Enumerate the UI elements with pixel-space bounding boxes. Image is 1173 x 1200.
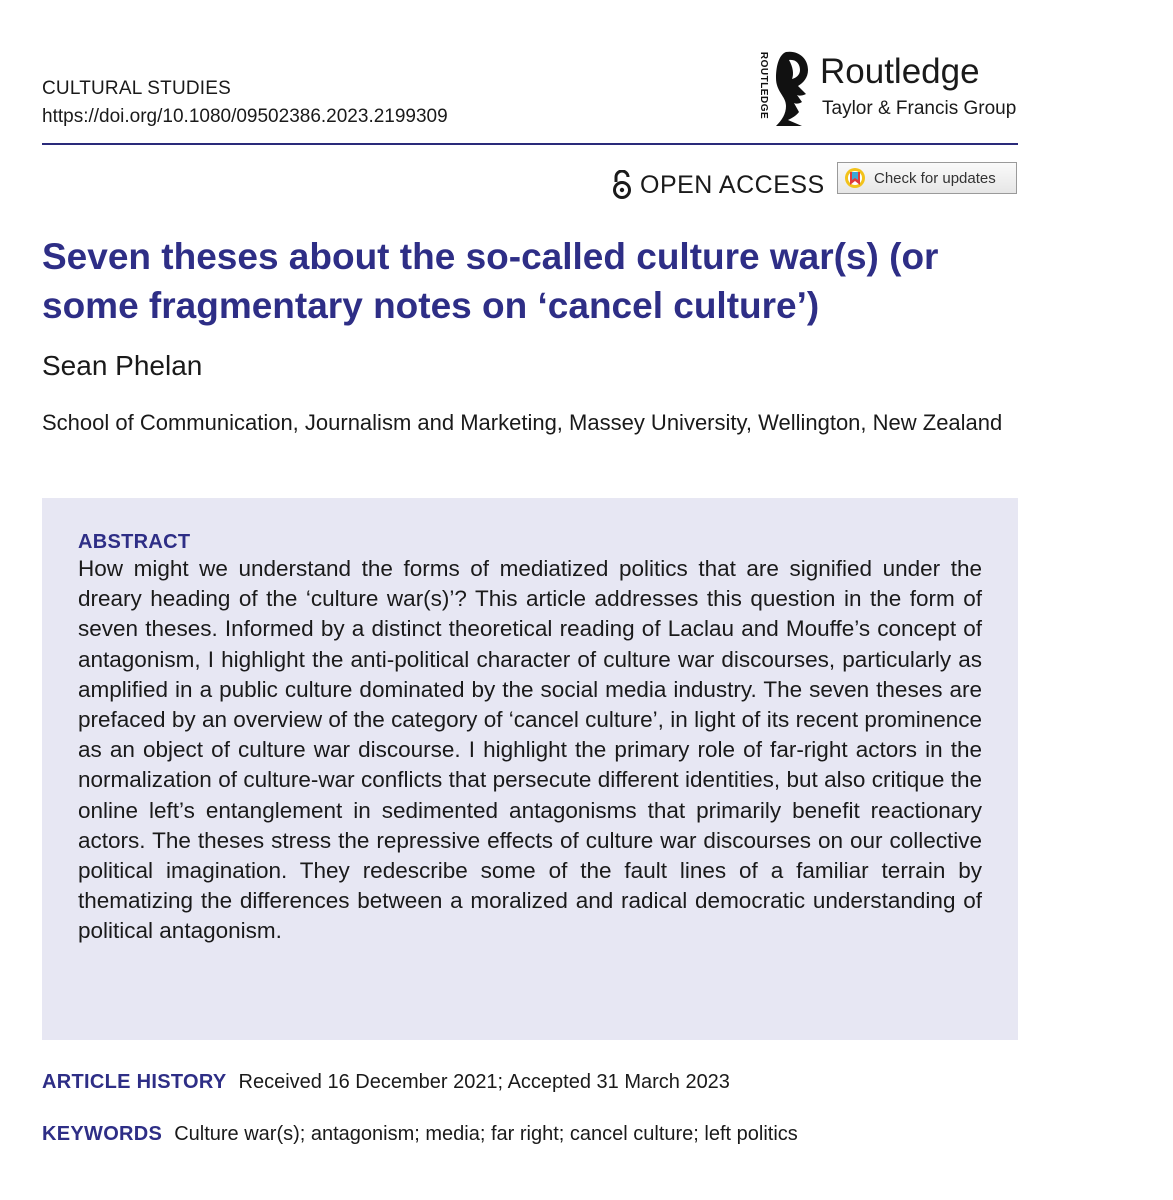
header-divider [42,143,1018,145]
journal-name: CULTURAL STUDIES [42,78,232,99]
author-name[interactable]: Sean Phelan [42,350,203,381]
check-for-updates-label: Check for updates [874,169,996,187]
keywords-value: Culture war(s); antagonism; media; far right; cancel culture; left politics [174,1123,798,1145]
publisher-vertical-label [752,51,772,124]
article-history-label: ARTICLE HISTORY [42,1071,227,1093]
open-access-label: OPEN ACCESS [640,170,825,199]
doi-link[interactable]: https://doi.org/10.1080/09502386.2023.2199309 [42,106,448,127]
publisher-vertical-text: ROUTLEDGE [758,51,770,120]
routledge-head-logo-icon [772,50,812,128]
keywords-label: KEYWORDS [42,1123,163,1145]
keywords [42,1123,798,1146]
article-history-value: Received 16 December 2021; Accepted 31 March 2023 [238,1071,730,1093]
article-title: Seven theses about the so-called culture war(s) (or some fragmentary notes on ‘cancel culture’) [42,236,939,326]
open-lock-icon [612,170,632,200]
author-affiliation: School of Communication, Journalism and Marketing, Massey University, Wellington, New Zealand [42,410,1003,435]
abstract-heading: ABSTRACT [78,531,191,553]
abstract-text: How might we understand the forms of mediatized politics that are signified under the dreary heading of the ‘culture war(s)’? This article addresses this question in the form of seven theses. Informed by a distinct theoretical reading of Laclau and Mouffe’s concept of antagonism, I highlight the anti-political character of culture war discourses, particularly as amplified in a public culture dominated by the social media industry. The seven theses are prefaced by an overview of the category of ‘cancel culture’, in light of its recent prominence as an object of culture war discourse. I highlight the primary role of far-right actors in the normalization of culture-war conflicts that persecute different identities, but also critique the online left’s entanglement in sedimented antagonisms that primarily benefit reactionary actors. The theses stress the repressive effects of culture war discourses on our collective political imagination. They redescribe some of the fault lines of a familiar terrain by thematizing the differences between a moralized and radical democratic understanding of political antagonism. [78,556,982,944]
publisher-logo[interactable] [752,50,1022,128]
publisher-name: Routledge [820,52,980,91]
check-for-updates-button[interactable] [837,162,1017,194]
open-access-badge [612,168,825,202]
publisher-group: Taylor & Francis Group [822,98,1017,119]
crossmark-icon [844,167,866,189]
abstract-box [42,498,1018,1040]
article-history [42,1071,730,1094]
